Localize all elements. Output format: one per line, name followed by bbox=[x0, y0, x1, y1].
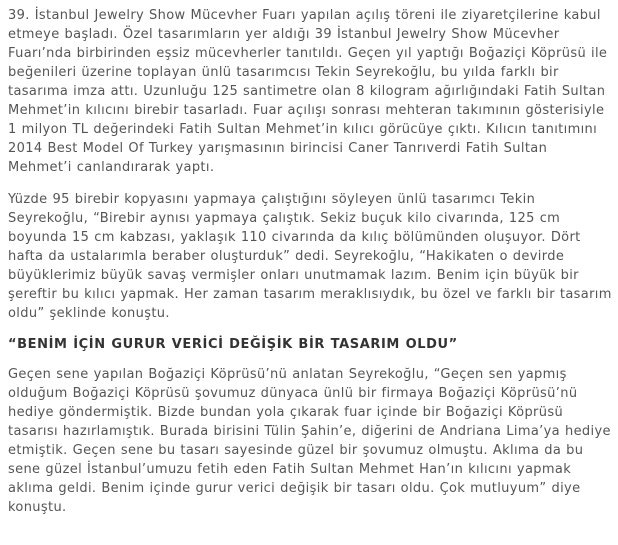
article-paragraph-bridge: Geçen sene yapılan Boğaziçi Köprüsü’nü anlatan Seyrekoğlu, “Geçen sen yapmış olduğum Boğaziçi Köprüsü şovumuz dünyaca ünlü bir firmaya Boğaziçi Köprüsü’nü hediye göndermiştik. Bizde bundan yola çıkarak fuar içinde bir Boğaziçi Köprüsü tasarısı hazırlamıştık. Burada birisini Tülin Şahin’e, diğerini de Andriana Lima’ya hediye etmiştik. Geçen sene bu tasarı sayesinde güzel bir şovumuz olmuştu. Aklıma da bu sene güzel İstanbul’umuzu fetih eden Fatih Sultan Mehmet Han’ın kılıcını yapmak aklıma geldi. Benim içinde gurur verici değişik bir tasarı oldu. Çok mutluyum” diye konuştu. bbox=[8, 367, 611, 515]
article-subheading: “BENİM İÇİN GURUR VERİCİ DEĞİŞİK BİR TASARIM OLDU” bbox=[8, 337, 458, 352]
article-paragraph-quote: Yüzde 95 birebir kopyasını yapmaya çalıştığını söyleyen ünlü tasarımcı Tekin Seyrekoğlu, “Birebir aynısı yapmaya çalıştık. Sekiz buçuk kilo civarında, 125 cm boyunda 15 cm kabzası, yaklaşık 110 civarında da kılıç bölümünden oluşuyor. Dört hafta da ustalarımla beraber oluşturduk” dedi. Seyrekoğlu, “Hakikaten o devirde büyüklerimiz büyük savaş vermişler onları unutmamak lazım. Benim için büyük bir şereftir bu kılıcı yapmak. Her zaman tasarım meraklısıydık, bu özel ve farklı bir tasarım oldu” şeklinde konuştu. bbox=[8, 192, 612, 321]
article-body bbox=[8, 6, 612, 530]
article-paragraph-intro: 39. İstanbul Jewelry Show Mücevher Fuarı yapılan açılış töreni ile ziyaretçilerine kabul etmeye başladı. Özel tasarımların yer aldığı 39 İstanbul Jewelry Show Mücevher Fuarı’nda birbirinden eşsiz mücevherler tanıtıldı. Geçen yıl yaptığı Boğaziçi Köprüsü ile beğenileri üzerine toplayan ünlü tasarımcısı Tekin Seyrekoğlu, bu yılda farklı bir tasarıma imza attı. Uzunluğu 125 santimetre olan 8 kilogram ağırlığındaki Fatih Sultan Mehmet’in kılıcını birebir tasarladı. Fuar açılışı sonrası mehteran takımının gösterisiyle 1 milyon TL değerindeki Fatih Sultan Mehmet’in kılıcı görücüye çıktı. Kılıcın tanıtımını 2014 Best Model Of Turkey yarışmasının birincisi Caner Tanrıverdi Fatih Sultan Mehmet’i canlandırarak yaptı. bbox=[8, 8, 608, 175]
